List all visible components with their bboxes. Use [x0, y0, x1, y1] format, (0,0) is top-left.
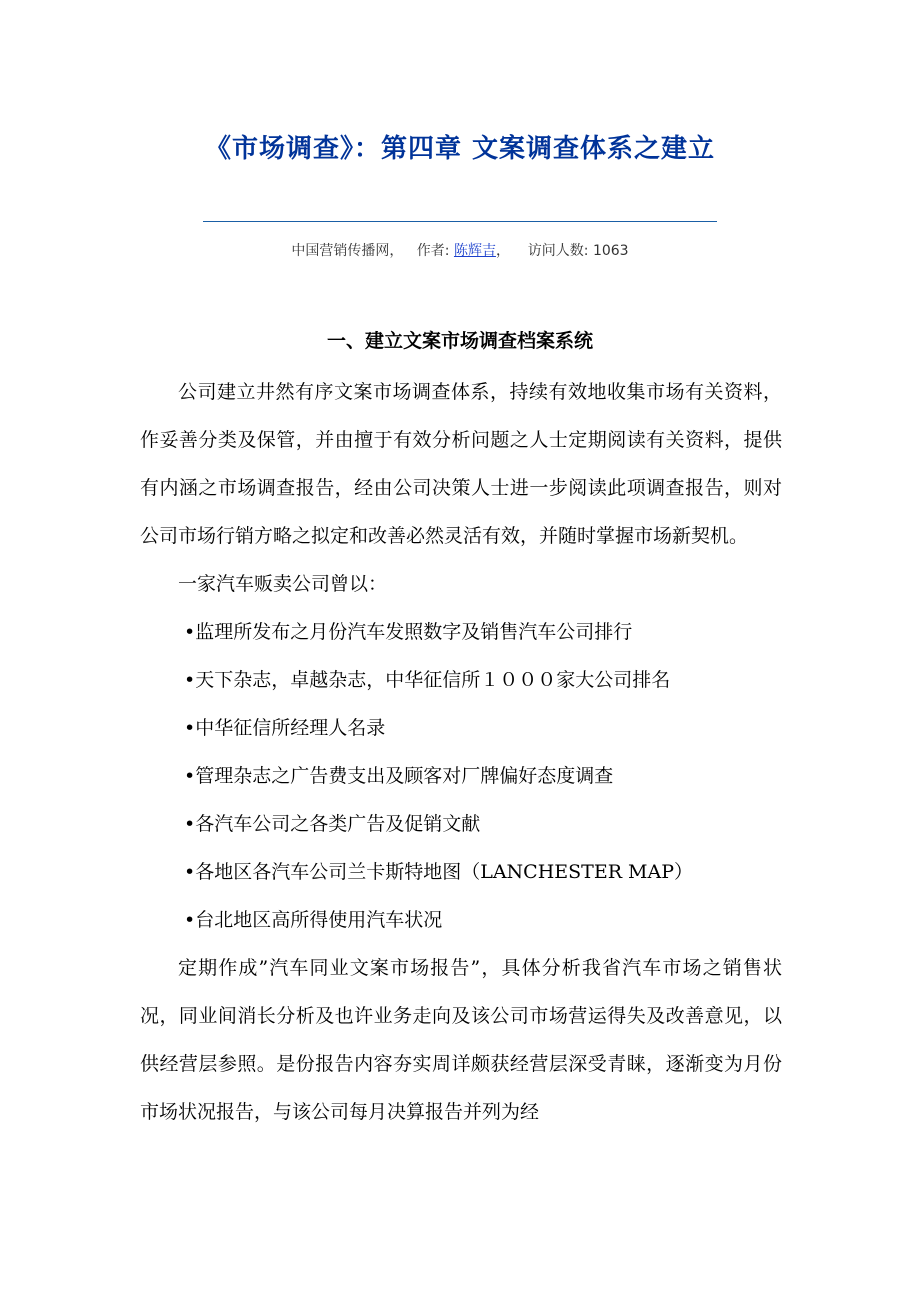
- list-item: •管理杂志之广告费支出及顾客对厂牌偏好态度调查: [184, 765, 614, 787]
- article-body: [140, 368, 782, 1136]
- section-heading: 一、建立文案市场调查档案系统: [326, 330, 593, 352]
- author-suffix: ，: [495, 243, 510, 259]
- page-title: 《市场调查》：第四章 文案调查体系之建立: [204, 134, 716, 164]
- list-intro-paragraph: 一家汽车贩卖公司曾以：: [178, 573, 388, 595]
- visits-label: 访问人数:: [527, 243, 593, 259]
- article-meta: [0, 240, 920, 260]
- list-item: •监理所发布之月份汽车发照数字及销售汽车公司排行: [184, 621, 633, 643]
- visits-count: 1063: [592, 243, 629, 259]
- title-divider: [203, 221, 717, 222]
- list-item: •各地区各汽车公司兰卡斯特地图（LANCHESTER MAP）: [184, 861, 694, 883]
- author-link[interactable]: 陈辉吉: [453, 243, 496, 259]
- intro-paragraph: 公司建立井然有序文案市场调查体系，持续有效地收集市场有关资料，作妥善分类及保管，并由擅于有效分析问题之人士定期阅读有关资料，提供有内涵之市场调查报告，经由公司决策人士进一步阅读此项调查报告，则对公司市场行销方略之拟定和改善必然灵活有效，并随时掌握市场新契机。: [140, 381, 782, 547]
- list-item: •天下杂志，卓越杂志，中华征信所１０００家大公司排名: [184, 669, 671, 691]
- source-label: 中国营销传播网，: [291, 243, 404, 259]
- author-label: 作者:: [416, 243, 454, 259]
- source-list: [140, 608, 782, 944]
- closing-paragraph: 定期作成”汽车同业文案市场报告”，具体分析我省汽车市场之销售状况，同业间消长分析及也许业务走向及该公司市场营运得失及改善意见，以供经营层参照。是份报告内容夯实周详颇获经营层深受青睐，逐渐变为月份市场状况报告，与该公司每月决算报告并列为经: [140, 957, 782, 1123]
- list-item: •台北地区高所得使用汽车状况: [184, 909, 443, 931]
- list-item: •各汽车公司之各类广告及促销文献: [184, 813, 481, 835]
- list-item: •中华征信所经理人名录: [184, 717, 386, 739]
